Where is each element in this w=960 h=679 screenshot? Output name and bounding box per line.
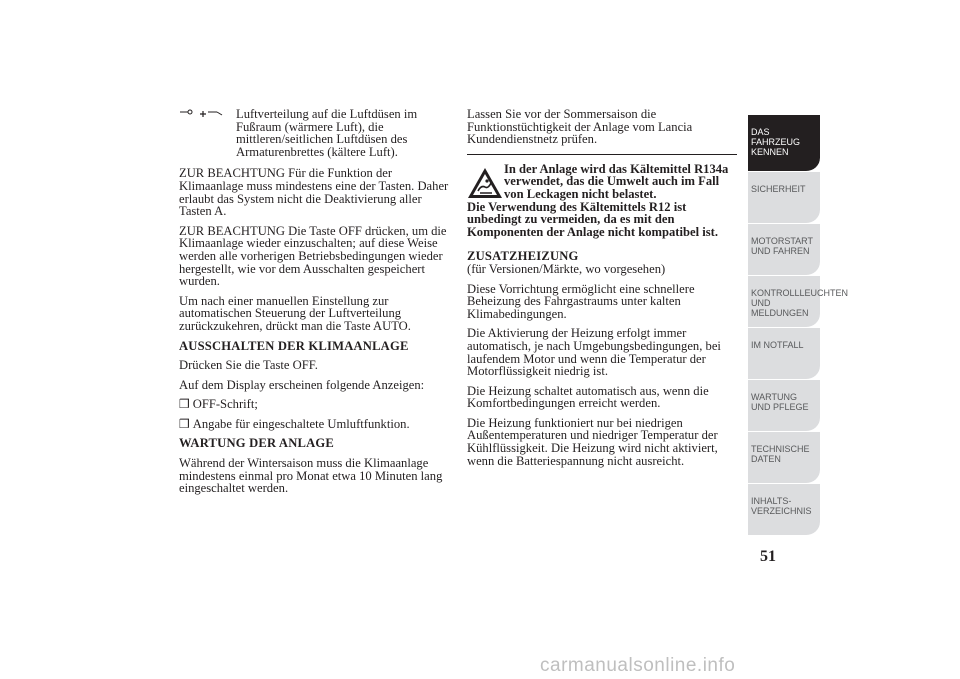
- checkbox-bullet-icon: ❒: [179, 416, 190, 431]
- note-paragraph-2: ZUR BEACHTUNG Die Taste OFF drücken, um die Klimaanlage wieder einzuschalten; auf diese Weise werden alle vorherigen Betriebsbedingungen wieder hergestellt, wie vor dem Ausschalten gespeichert wurden.: [179, 223, 447, 289]
- tab-im-notfall[interactable]: IM NOTFALL: [748, 328, 820, 380]
- heading-aux-heater: [467, 250, 737, 275]
- tab-technische-daten[interactable]: TECHNISCHE DATEN: [748, 432, 820, 484]
- heading-maintenance: WARTUNG DER ANLAGE: [179, 436, 335, 451]
- warning-box: [467, 163, 737, 239]
- right-column: [467, 108, 737, 474]
- paragraph-heater-1: Diese Vorrichtung ermöglicht eine schnellere Beheizung des Fahrgastraums unter kalten Klimabedingungen.: [467, 281, 695, 321]
- list-item-text: Angabe für eingeschaltete Umluftfunktion.: [192, 416, 410, 431]
- paragraph-auto: Um nach einer manuellen Einstellung zur automatischen Steuerung der Luftverteilung zurückzukehren, drückt man die Taste AUTO.: [179, 293, 411, 333]
- list-item: [179, 398, 451, 411]
- paragraph-summer-check: Lassen Sie vor der Sommersaison die Funktionstüchtigkeit der Anlage vom Lancia Kundendienstnetz prüfen.: [467, 107, 693, 147]
- tab-motorstart-und-fahren[interactable]: MOTORSTART UND FAHREN: [748, 224, 820, 276]
- tab-das-fahrzeug-kennen[interactable]: DAS FAHRZEUG KENNEN: [748, 115, 820, 172]
- warning-triangle-icon: [467, 167, 503, 199]
- page-number: 51: [760, 548, 776, 565]
- heading-aux-heater-title: ZUSATZHEIZUNG: [467, 249, 579, 264]
- list-item: [179, 418, 451, 431]
- tab-inhaltsverzeichnis[interactable]: INHALTS-VERZEICHNIS: [748, 484, 820, 536]
- tab-wartung-und-pflege[interactable]: WARTUNG UND PFLEGE: [748, 380, 820, 432]
- paragraph-display: Auf dem Display erscheinen folgende Anzeigen:: [179, 377, 425, 392]
- warning-text-2: Die Verwendung des Kältemittels R12 ist unbedingt zu vermeiden, da es mit den Komponenten der Anlage nicht kompatibel ist.: [467, 199, 718, 239]
- warning-text-1: In der Anlage wird das Kältemittel R134a verwendet, das die Umwelt auch im Fall von Leckagen nicht belastet.: [504, 161, 729, 201]
- chapter-tabs: [748, 115, 849, 536]
- tab-kontrollleuchten[interactable]: KONTROLLLEUCHTEN UND MELDUNGEN: [748, 276, 820, 328]
- paragraph-heater-3: Die Heizung schaltet automatisch aus, wenn die Komfortbedingungen erreicht werden.: [467, 383, 709, 411]
- air-distribution-icon: [179, 108, 229, 122]
- paragraph-heater-4: Die Heizung funktioniert nur bei niedrigen Außentemperaturen und niedriger Temperatur der Kühlflüssigkeit. Die Heizung wird nicht aktiviert, wenn die Batteriespannung nicht ausreicht.: [467, 415, 718, 468]
- watermark: carmanualsonline.info: [540, 655, 736, 676]
- heading-switch-off: AUSSCHALTEN DER KLIMAANLAGE: [179, 338, 409, 353]
- heading-aux-heater-subtitle: (für Versionen/Märkte, wo vorgesehen): [467, 261, 666, 276]
- air-distribution-row: [179, 108, 451, 158]
- note-paragraph-1: ZUR BEACHTUNG Für die Funktion der Klimaanlage muss mindestens eine der Tasten. Daher erlaubt das System nicht die Deaktivierung aller Tasten A.: [179, 166, 449, 219]
- tab-sicherheit[interactable]: SICHERHEIT: [748, 172, 820, 224]
- paragraph-winter: Während der Wintersaison muss die Klimaanlage mindestens einmal pro Monat etwa 10 Minuten lang eingeschaltet werden.: [179, 456, 443, 496]
- paragraph-press-off: Drücken Sie die Taste OFF.: [179, 358, 318, 373]
- air-distribution-text: Luftverteilung auf die Luftdüsen im Fußraum (wärmere Luft), die mittleren/seitlichen Luftdüsen des Armaturenbrettes (kältere Luft).: [236, 107, 418, 159]
- checkbox-bullet-icon: ❒: [179, 397, 190, 412]
- paragraph-heater-2: Die Aktivierung der Heizung erfolgt immer automatisch, je nach Umgebungsbedingungen, bei laufendem Motor und wenn die Temperatur der Motorflüssigkeit niedrig ist.: [467, 326, 721, 379]
- list-item-text: OFF-Schrift;: [192, 397, 258, 412]
- left-column: [179, 108, 451, 502]
- divider: [467, 154, 737, 155]
